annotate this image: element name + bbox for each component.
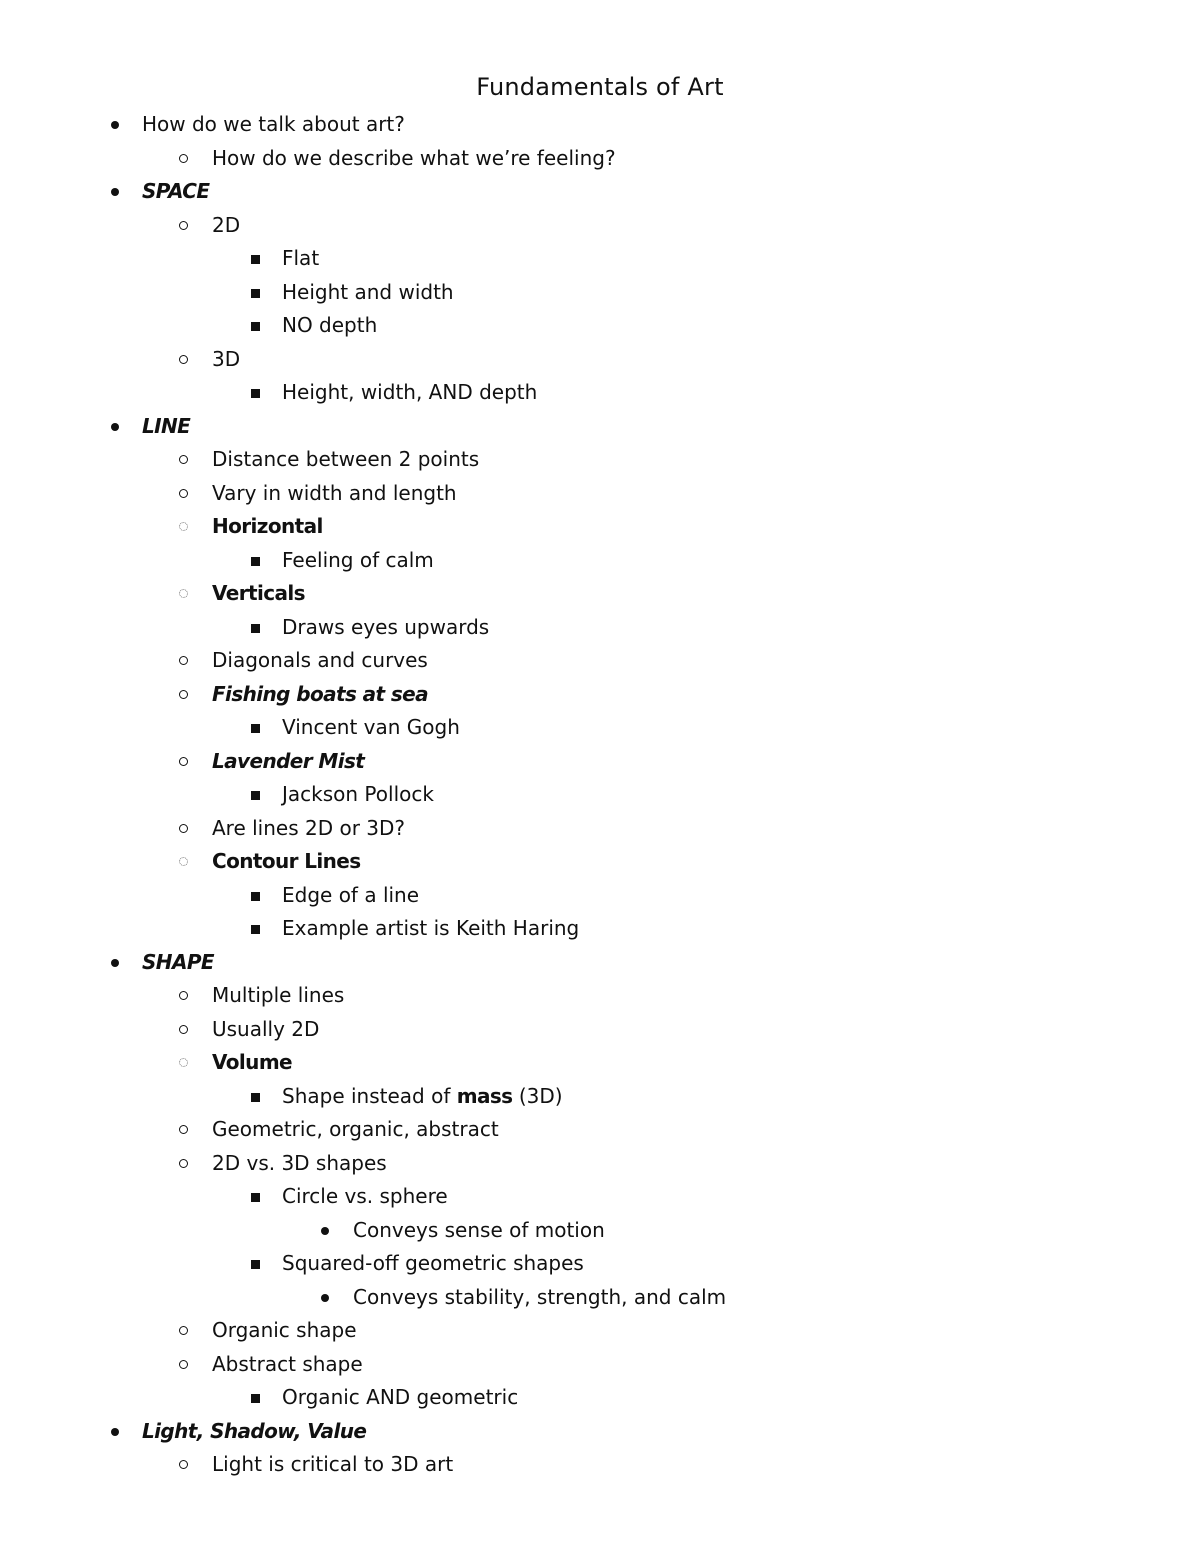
section-heading: SHAPE — [142, 949, 214, 974]
circle-bullet-icon — [174, 979, 194, 1013]
text-segment: Shape instead of — [282, 1083, 457, 1108]
list-item — [0, 879, 1200, 913]
square-bullet-icon — [246, 1247, 266, 1281]
list-item — [0, 1381, 1200, 1415]
outline-text: Abstract shape — [212, 1351, 363, 1376]
square-bullet-icon — [246, 1180, 266, 1214]
square-bullet-icon — [246, 912, 266, 946]
circle-bullet-icon — [174, 510, 194, 544]
list-item — [0, 1180, 1200, 1214]
list-item — [0, 309, 1200, 343]
square-bullet-icon — [246, 276, 266, 310]
square-bullet-icon — [246, 1080, 266, 1114]
list-item — [0, 711, 1200, 745]
circle-bullet-icon — [174, 1147, 194, 1181]
outline-text: Usually 2D — [212, 1016, 320, 1041]
list-item — [0, 443, 1200, 477]
outline-text: Distance between 2 points — [212, 447, 480, 471]
list-item — [0, 812, 1200, 846]
outline-text: Are lines 2D or 3D? — [212, 815, 406, 840]
list-item — [0, 912, 1200, 946]
list-item — [0, 577, 1200, 611]
bullet-icon — [106, 175, 126, 209]
outline-text: Vary in width and length — [212, 480, 457, 505]
list-item — [0, 1214, 1200, 1248]
list-item — [0, 544, 1200, 578]
square-bullet-icon — [246, 376, 266, 410]
outline-text: Organic AND geometric — [282, 1385, 519, 1409]
list-item — [0, 175, 1200, 209]
circle-bullet-icon — [174, 1314, 194, 1348]
circle-bullet-icon — [174, 142, 194, 176]
bullet-icon — [316, 1281, 336, 1315]
circle-bullet-icon — [174, 845, 194, 879]
square-bullet-icon — [246, 1381, 266, 1415]
list-item — [0, 1147, 1200, 1181]
circle-bullet-icon — [174, 745, 194, 779]
list-item — [0, 343, 1200, 377]
circle-bullet-icon — [174, 209, 194, 243]
circle-bullet-icon — [174, 343, 194, 377]
list-item — [0, 745, 1200, 779]
circle-bullet-icon — [174, 443, 194, 477]
list-item — [0, 510, 1200, 544]
list-item — [0, 1013, 1200, 1047]
outline-text: Feeling of calm — [282, 547, 434, 572]
list-item — [0, 108, 1200, 142]
list-item — [0, 1247, 1200, 1281]
artwork-title: Fishing boats at sea — [212, 681, 428, 706]
outline-text: Example artist is Keith Haring — [282, 916, 580, 940]
outline-text: Flat — [282, 246, 320, 270]
bullet-icon — [106, 946, 126, 980]
list-item — [0, 276, 1200, 310]
section-heading: SPACE — [142, 179, 210, 203]
list-item — [0, 946, 1200, 980]
outline-text: Squared-off geometric shapes — [282, 1251, 584, 1275]
section-heading: LINE — [142, 413, 191, 438]
list-item — [0, 979, 1200, 1013]
outline-text: Conveys stability, strength, and calm — [353, 1284, 727, 1309]
list-item — [0, 209, 1200, 243]
section-heading: Light, Shadow, Value — [142, 1418, 367, 1443]
circle-bullet-icon — [174, 1113, 194, 1147]
outline-text: 2D — [212, 212, 241, 237]
list-item — [0, 778, 1200, 812]
outline-text: Horizontal — [212, 514, 323, 538]
list-item — [0, 1281, 1200, 1315]
bullet-icon — [106, 410, 126, 444]
list-item — [0, 142, 1200, 176]
outline-text: Circle vs. sphere — [282, 1184, 448, 1208]
list-item — [0, 477, 1200, 511]
text-segment: (3D) — [512, 1083, 563, 1108]
square-bullet-icon — [246, 778, 266, 812]
outline-text: Volume — [212, 1050, 293, 1074]
circle-bullet-icon — [174, 1013, 194, 1047]
outline-text: Height, width, AND depth — [282, 380, 538, 404]
circle-bullet-icon — [174, 678, 194, 712]
outline-text: NO depth — [282, 313, 378, 337]
list-item — [0, 242, 1200, 276]
circle-bullet-icon — [174, 812, 194, 846]
square-bullet-icon — [246, 879, 266, 913]
circle-bullet-icon — [174, 1046, 194, 1080]
outline-text: Multiple lines — [212, 983, 345, 1007]
outline-text: Contour Lines — [212, 849, 361, 873]
page-title: Fundamentals of Art — [476, 73, 724, 101]
outline-text: Jackson Pollock — [282, 782, 434, 806]
list-item — [0, 1080, 1200, 1114]
bullet-icon — [106, 108, 126, 142]
outline-text: 3D — [212, 346, 241, 371]
outline-text: Edge of a line — [282, 882, 420, 907]
list-item — [0, 1314, 1200, 1348]
square-bullet-icon — [246, 611, 266, 645]
circle-bullet-icon — [174, 644, 194, 678]
list-item — [0, 845, 1200, 879]
outline-text: Organic shape — [212, 1318, 357, 1342]
outline-text: Verticals — [212, 581, 305, 605]
outline-list — [0, 108, 1200, 1482]
outline-text: 2D vs. 3D shapes — [212, 1150, 387, 1175]
square-bullet-icon — [246, 309, 266, 343]
outline-text: Height and width — [282, 279, 454, 304]
outline-text: Draws eyes upwards — [282, 614, 490, 639]
artwork-title: Lavender Mist — [212, 748, 365, 773]
outline-text — [282, 1080, 563, 1114]
outline-text: Light is critical to 3D art — [212, 1452, 454, 1476]
circle-bullet-icon — [174, 577, 194, 611]
circle-bullet-icon — [174, 477, 194, 511]
list-item — [0, 1046, 1200, 1080]
list-item — [0, 376, 1200, 410]
list-item — [0, 611, 1200, 645]
bullet-icon — [106, 1415, 126, 1449]
square-bullet-icon — [246, 242, 266, 276]
list-item — [0, 1113, 1200, 1147]
outline-text: Diagonals and curves — [212, 648, 428, 672]
list-item — [0, 1348, 1200, 1382]
list-item — [0, 644, 1200, 678]
list-item — [0, 678, 1200, 712]
emphasis-text: mass — [456, 1083, 513, 1108]
list-item — [0, 410, 1200, 444]
outline-text: Conveys sense of motion — [353, 1217, 605, 1242]
bullet-icon — [316, 1214, 336, 1248]
list-item — [0, 1415, 1200, 1449]
outline-text: How do we describe what we’re feeling? — [212, 145, 616, 170]
circle-bullet-icon — [174, 1348, 194, 1382]
square-bullet-icon — [246, 711, 266, 745]
square-bullet-icon — [246, 544, 266, 578]
outline-text: How do we talk about art? — [142, 112, 405, 136]
outline-text: Vincent van Gogh — [282, 715, 460, 739]
list-item — [0, 1448, 1200, 1482]
outline-text: Geometric, organic, abstract — [212, 1117, 499, 1141]
circle-bullet-icon — [174, 1448, 194, 1482]
